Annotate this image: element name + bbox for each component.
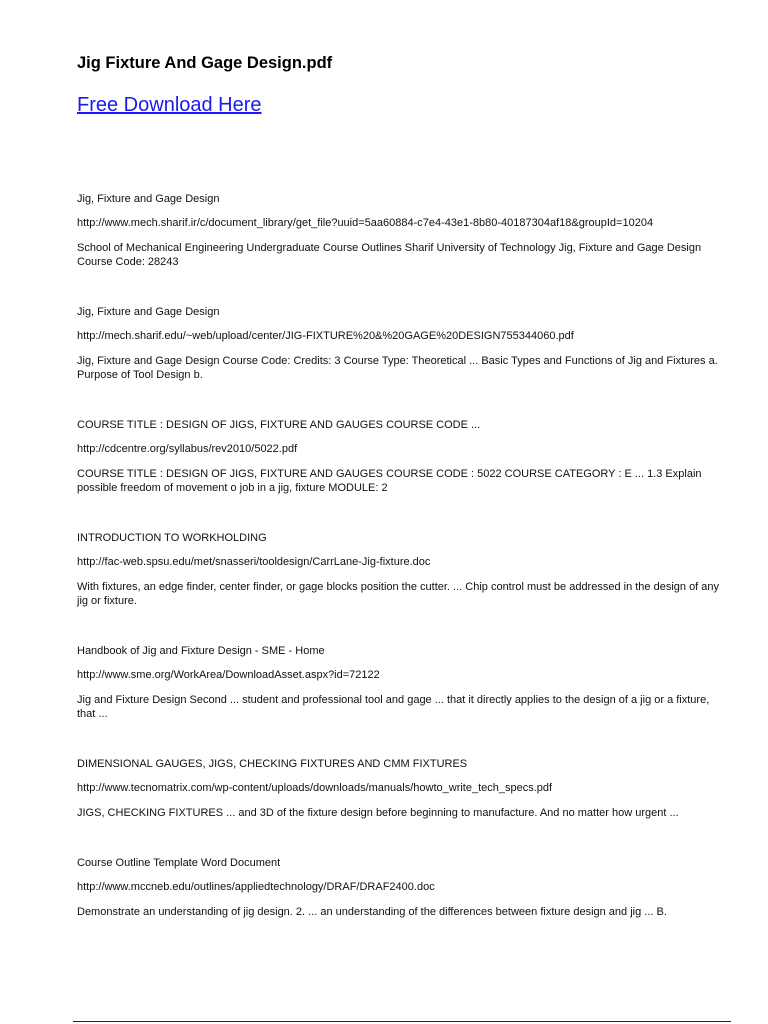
result-title: COURSE TITLE : DESIGN OF JIGS, FIXTURE AND GAUGES COURSE CODE ... (77, 419, 481, 431)
result-snippet: Demonstrate an understanding of jig design. 2. ... an understanding of the differences between fixture design and jig ... B. (77, 906, 667, 918)
result-entry (77, 757, 727, 820)
document-page (77, 52, 727, 918)
results-list (77, 192, 727, 955)
result-url: http://cdcentre.org/syllabus/rev2010/5022.pdf (77, 443, 298, 455)
result-url: http://mech.sharif.edu/~web/upload/center/JIG-FIXTURE%20&%20GAGE%20DESIGN755344060.pdf (77, 330, 574, 342)
result-snippet: With fixtures, an edge finder, center finder, or gage blocks position the cutter. ... Chip control must be addressed in the design of any jig or fixture. (77, 581, 720, 607)
footer-divider (73, 1021, 731, 1022)
result-url: http://www.mech.sharif.ir/c/document_library/get_file?uuid=5aa60884-c7e4-43e1-8b80-40187304af18&groupId=10204 (77, 217, 654, 229)
result-url: http://fac-web.spsu.edu/met/snasseri/tooldesign/CarrLane-Jig-fixture.doc (77, 556, 431, 568)
result-entry (77, 305, 727, 382)
result-snippet: Jig and Fixture Design Second ... student and professional tool and gage ... that it directly applies to the design of a jig or a fixture, that ... (77, 694, 710, 720)
result-entry (77, 531, 727, 608)
result-snippet: Jig, Fixture and Gage Design Course Code: Credits: 3 Course Type: Theoretical ... Basic Types and Functions of Jig and Fixtures a. Purpose of Tool Design b. (77, 355, 718, 381)
result-title: Jig, Fixture and Gage Design (77, 193, 220, 205)
result-title: Course Outline Template Word Document (77, 857, 281, 869)
result-title: DIMENSIONAL GAUGES, JIGS, CHECKING FIXTURES AND CMM FIXTURES (77, 758, 468, 770)
result-entry (77, 418, 727, 495)
result-url: http://www.tecnomatrix.com/wp-content/uploads/downloads/manuals/howto_write_tech_specs.pdf (77, 782, 553, 794)
result-snippet: School of Mechanical Engineering Undergraduate Course Outlines Sharif University of Technology Jig, Fixture and Gage Design Course Code: 28243 (77, 242, 702, 268)
result-snippet: COURSE TITLE : DESIGN OF JIGS, FIXTURE AND GAUGES COURSE CODE : 5022 COURSE CATEGORY : E ... 1.3 Explain possible freedom of movement o job in a jig, fixture MODULE: 2 (77, 468, 702, 494)
result-url: http://www.mccneb.edu/outlines/appliedtechnology/DRAF/DRAF2400.doc (77, 881, 435, 893)
result-entry (77, 192, 727, 269)
result-entry (77, 856, 727, 919)
result-title: Jig, Fixture and Gage Design (77, 306, 220, 318)
result-entry (77, 644, 727, 721)
result-url: http://www.sme.org/WorkArea/DownloadAsset.aspx?id=72122 (77, 669, 380, 681)
result-title: INTRODUCTION TO WORKHOLDING (77, 532, 267, 544)
result-snippet: JIGS, CHECKING FIXTURES ... and 3D of the fixture design before beginning to manufacture. And no matter how urgent ... (77, 807, 679, 819)
free-download-link[interactable]: Free Download Here (77, 94, 262, 116)
document-title: Jig Fixture And Gage Design.pdf (77, 54, 333, 72)
result-title: Handbook of Jig and Fixture Design - SME - Home (77, 645, 325, 657)
